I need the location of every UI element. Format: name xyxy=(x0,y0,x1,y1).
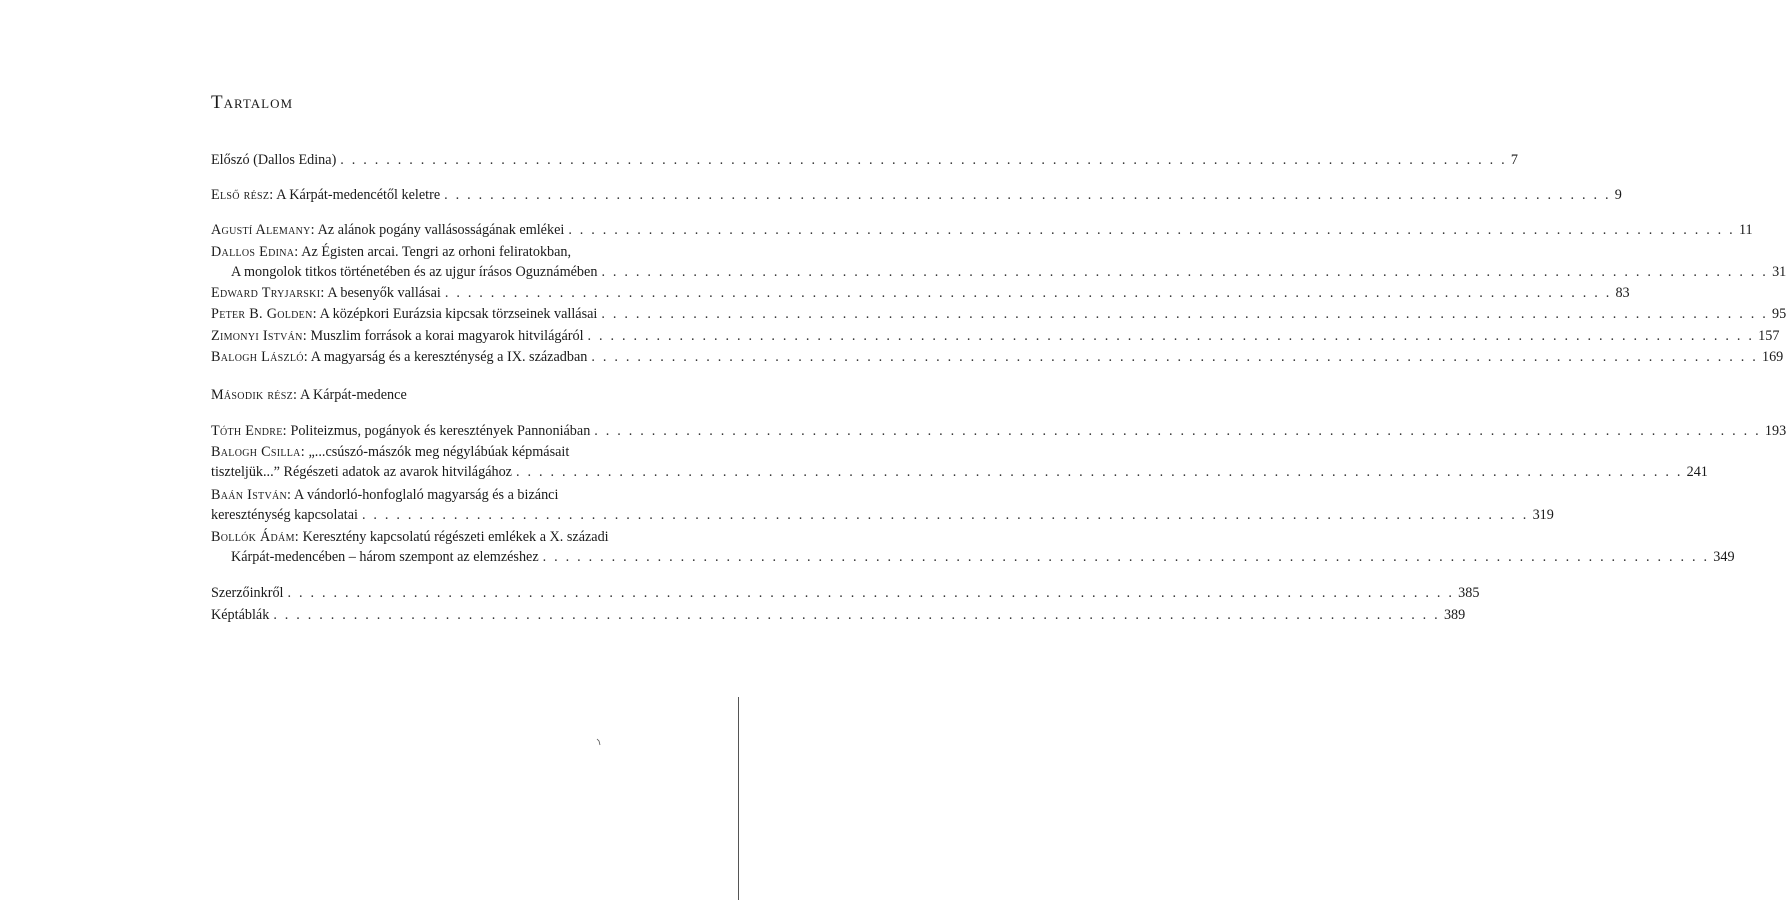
toc-entry xyxy=(211,244,654,264)
page-title: Tartalom xyxy=(211,92,294,113)
toc-title: A magyarság és a kereszténység a IX. században xyxy=(308,349,588,365)
page-number: 319 xyxy=(1532,507,1554,523)
dot-leader xyxy=(516,464,1683,481)
toc-title: Előszó (Dallos Edina) xyxy=(211,152,337,168)
page-number: 193 xyxy=(1764,423,1786,439)
dot-leader xyxy=(594,423,1761,440)
dot-leader xyxy=(601,264,1768,281)
toc-entry xyxy=(211,285,1630,305)
page-number: 349 xyxy=(1713,549,1735,565)
toc-title: Kárpát-medencében – három szempont az elemzéshez xyxy=(231,549,539,565)
dot-leader xyxy=(362,507,1529,524)
toc-title: A besenyők vallásai xyxy=(324,285,441,301)
toc-title: Keresztény kapcsolatú régészeti emlékek a X. századi xyxy=(299,529,609,545)
page-number: 95 xyxy=(1771,306,1786,322)
section-heading xyxy=(211,387,654,407)
toc-entry xyxy=(211,349,1784,369)
dot-leader xyxy=(444,187,1611,204)
toc-title: Szerzőinkről xyxy=(211,585,284,601)
toc-entry-continuation xyxy=(211,264,1786,284)
toc-author: Balogh László: xyxy=(211,349,309,365)
toc-entry xyxy=(211,328,1780,348)
toc-title: tiszteljük...” Régészeti adatok az avarok hitvilágához xyxy=(211,464,512,480)
toc-title: Politeizmus, pogányok és keresztények Pannoniában xyxy=(286,423,591,439)
toc-author: Második rész: xyxy=(211,387,298,403)
page-number: 9 xyxy=(1614,187,1622,203)
toc-title: A Kárpát-medencétől keletre xyxy=(273,187,441,203)
toc-title: Muszlim források a korai magyarok hitvilágáról xyxy=(306,328,584,344)
toc-entry xyxy=(211,585,1480,605)
toc-author: Első rész: xyxy=(211,187,274,203)
toc-author: Dallos Edina: xyxy=(211,244,299,260)
dot-leader xyxy=(288,585,1455,602)
scan-edge-line xyxy=(738,697,739,900)
toc-entry xyxy=(211,222,1753,242)
ink-speck xyxy=(596,738,602,746)
page-number: 31 xyxy=(1772,264,1786,280)
page-number: 385 xyxy=(1458,585,1480,601)
page-number: 11 xyxy=(1738,222,1753,238)
toc-author: Edward Tryjarski: xyxy=(211,285,325,301)
page-number: 83 xyxy=(1615,285,1630,301)
page-number: 389 xyxy=(1443,607,1466,623)
toc-author: Baán István: xyxy=(211,487,292,503)
toc-entry xyxy=(211,423,1786,443)
toc-title: Az alánok pogány vallásosságának emlékei xyxy=(314,222,565,238)
dot-leader xyxy=(543,549,1710,566)
page-number: 241 xyxy=(1686,464,1708,480)
dot-leader xyxy=(568,222,1735,239)
dot-leader xyxy=(340,152,1507,169)
toc-title: Az Égisten arcai. Tengri az orhoni feliratokban, xyxy=(298,244,572,260)
dot-leader xyxy=(273,607,1440,624)
dot-leader xyxy=(588,328,1755,345)
toc-title: A középkori Eurázsia kipcsak törzseinek vallásai xyxy=(316,306,598,322)
page-number: 157 xyxy=(1758,328,1780,344)
toc-entry-continuation xyxy=(211,464,1708,484)
toc-entry xyxy=(211,152,1519,172)
toc-author: Peter B. Golden: xyxy=(211,306,317,322)
toc-entry xyxy=(211,487,654,507)
toc-author: Zimonyi István: xyxy=(211,328,307,344)
toc-entry xyxy=(211,187,1622,207)
dot-leader xyxy=(601,306,1768,323)
toc-title: A vándorló-honfoglaló magyarság és a bizánci xyxy=(291,487,559,503)
toc-title: „...csúszó-mászók meg négylábúak képmásait xyxy=(304,444,570,460)
toc-title: Képtáblák xyxy=(211,607,270,623)
dot-leader xyxy=(445,285,1612,302)
toc-entry xyxy=(211,529,654,549)
toc-entry xyxy=(211,306,1786,326)
dot-leader xyxy=(591,349,1758,366)
page-number: 7 xyxy=(1510,152,1519,168)
toc-entry xyxy=(211,607,1466,627)
toc-author: Balogh Csilla: xyxy=(211,444,305,460)
page-number: 169 xyxy=(1761,349,1784,365)
toc-entry-continuation xyxy=(211,549,1735,569)
toc-author: Agustí Alemany: xyxy=(211,222,315,238)
toc-title: A mongolok titkos történetében és az ujgur írásos Oguznámében xyxy=(231,264,598,280)
toc-author: Bollók Ádám: xyxy=(211,529,300,545)
toc-entry xyxy=(211,444,654,464)
toc-title: kereszténység kapcsolatai xyxy=(211,507,358,523)
toc-entry-continuation xyxy=(211,507,1554,527)
toc-title: A Kárpát-medence xyxy=(297,387,407,403)
toc-author: Tóth Endre: xyxy=(211,423,287,439)
